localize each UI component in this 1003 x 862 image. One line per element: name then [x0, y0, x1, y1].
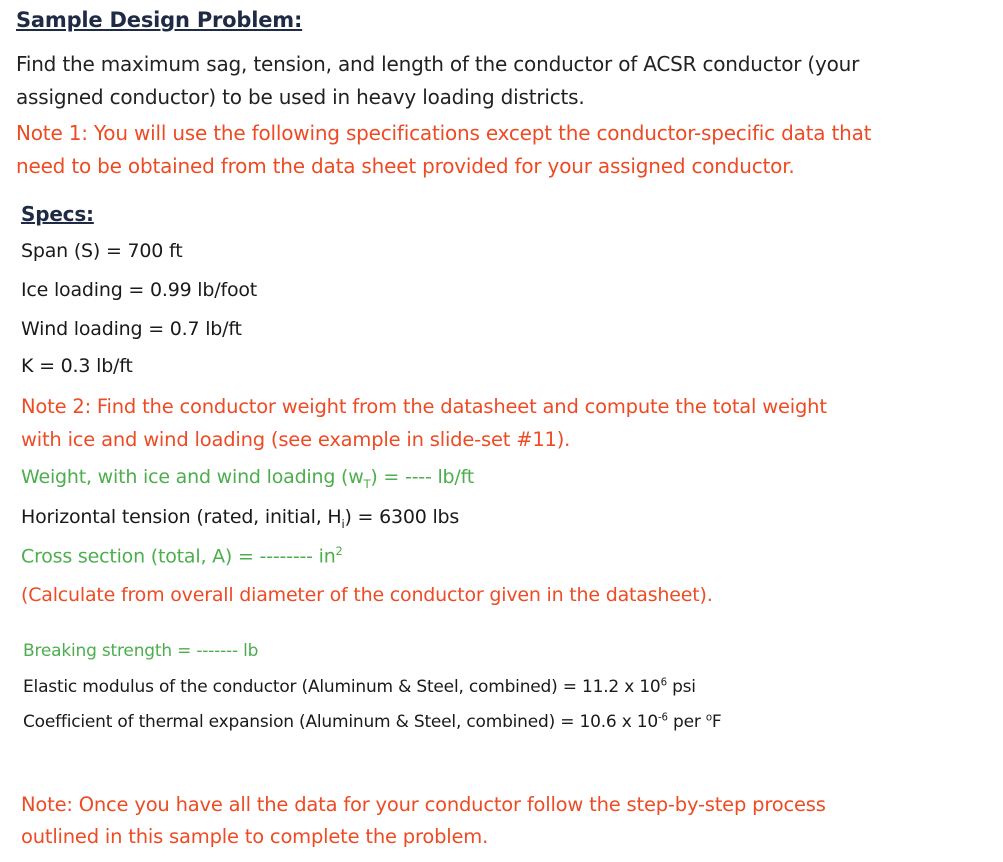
- elastic-suffix: psi: [666, 677, 696, 697]
- elastic-sup: 6: [660, 677, 667, 689]
- final-note-line-1: Note: Once you have all the data for your conductor follow the step-by-step process: [21, 793, 826, 816]
- final-note-line-2: outlined in this sample to complete the problem.: [21, 825, 489, 848]
- weight-prefix: Weight, with ice and wind loading (w: [21, 466, 364, 488]
- specs-heading: Specs:: [21, 202, 94, 226]
- weight-line: [21, 466, 474, 491]
- cross-section-prefix: Cross section (total, A) = -------- in: [21, 545, 336, 568]
- tension-sub: i: [341, 516, 345, 531]
- elastic-prefix: Elastic modulus of the conductor (Aluminum & Steel, combined) = 11.2 x 10: [23, 677, 661, 697]
- breaking-strength: Breaking strength = ------- lb: [23, 641, 259, 661]
- intro-line-1: Find the maximum sag, tension, and length of the conductor of ACSR conductor (your: [16, 52, 860, 76]
- thermal-unit: F: [711, 712, 722, 732]
- spec-k: K = 0.3 lb/ft: [21, 355, 133, 377]
- intro-line-2: assigned conductor) to be used in heavy loading districts.: [16, 85, 585, 109]
- cross-section-sup: 2: [335, 544, 343, 558]
- page-title: Sample Design Problem:: [16, 8, 303, 32]
- elastic-modulus: [23, 677, 696, 697]
- note2-line-1: Note 2: Find the conductor weight from the datasheet and compute the total weight: [21, 395, 827, 418]
- note1-line-1: Note 1: You will use the following specifications except the conductor-specific data that: [16, 121, 872, 145]
- thermal-degree: o: [705, 712, 712, 724]
- note2-line-2: with ice and wind loading (see example in slide-set #11).: [21, 428, 571, 451]
- thermal-prefix: Coefficient of thermal expansion (Aluminum & Steel, combined) = 10.6 x 10: [23, 712, 659, 732]
- spec-span: Span (S) = 700 ft: [21, 240, 183, 262]
- tension-line: [21, 506, 459, 531]
- weight-sub: T: [363, 476, 371, 491]
- spec-wind-loading: Wind loading = 0.7 lb/ft: [21, 318, 242, 340]
- tension-prefix: Horizontal tension (rated, initial, H: [21, 506, 342, 528]
- tension-suffix: ) = 6300 lbs: [344, 506, 460, 528]
- weight-suffix: ) = ---- lb/ft: [370, 466, 474, 488]
- thermal-sup: -6: [658, 712, 668, 724]
- calc-note: (Calculate from overall diameter of the conductor given in the datasheet).: [21, 584, 713, 606]
- thermal-expansion: [23, 712, 722, 732]
- spec-ice-loading: Ice loading = 0.99 lb/foot: [21, 279, 258, 301]
- thermal-suffix: per: [667, 712, 706, 732]
- note1-line-2: need to be obtained from the data sheet provided for your assigned conductor.: [16, 154, 795, 178]
- cross-section-line: [21, 544, 343, 567]
